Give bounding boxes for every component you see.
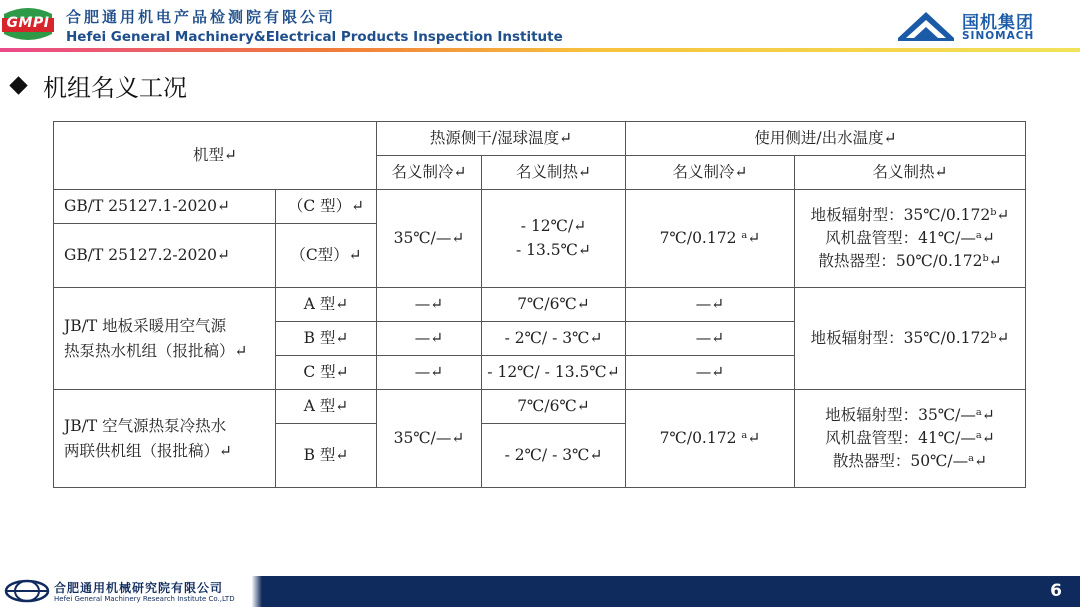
dual-source-cooling: 35℃/—↵	[377, 390, 482, 488]
brand-name-en: SINOMACH	[962, 30, 1035, 42]
floor-c-use-cooling: —↵	[626, 356, 795, 390]
floor-use-heating: 地板辐射型：35℃/0.172ᵇ↵	[795, 288, 1026, 390]
dual-use-heating-line-1: 地板辐射型：35℃/—ᵃ↵	[825, 405, 995, 424]
header-use-cooling: 名义制冷↵	[626, 156, 795, 190]
title-row	[8, 68, 187, 103]
header-source-cooling: 名义制冷↵	[377, 156, 482, 190]
floor-heating-unit-name	[54, 288, 276, 390]
gmri-logo	[4, 579, 50, 603]
dual-type-b: B 型↵	[276, 424, 377, 488]
header-source-heating: 名义制热↵	[482, 156, 626, 190]
page-number: 6	[1050, 581, 1062, 601]
sinomach-logo	[896, 8, 956, 42]
floor-a-use-cooling: —↵	[626, 288, 795, 322]
floor-heating-unit-name-line-1: JB/T 地板采暖用空气源	[64, 317, 227, 336]
table-header-row	[54, 122, 1026, 156]
brand-name-cn: 国机集团	[962, 13, 1034, 33]
floor-type-c: C 型↵	[276, 356, 377, 390]
nominal-conditions-table	[53, 121, 1026, 488]
dual-a-source-heating: 7℃/6℃↵	[482, 390, 626, 424]
gb-use-heating-line-1: 地板辐射型：35℃/0.172ᵇ↵	[810, 205, 1010, 224]
floor-type-a: A 型↵	[276, 288, 377, 322]
gmpi-logo-text: GMPI	[6, 15, 50, 31]
gb-standard-1: GB/T 25127.1-2020↵	[54, 190, 276, 224]
floor-b-source-heating: - 2℃/ - 3℃↵	[482, 322, 626, 356]
gb-source-cooling: 35℃/—↵	[377, 190, 482, 288]
dual-supply-unit-name-line-1: JB/T 空气源热泵冷热水	[64, 417, 227, 436]
dual-use-cooling: 7℃/0.172 ᵃ↵	[626, 390, 795, 488]
gb-standard-1-type: （C 型）↵	[276, 190, 377, 224]
header-source-side: 热源侧干/湿球温度↵	[377, 122, 626, 156]
gb-source-heating	[482, 190, 626, 288]
gb-use-heating-line-2: 风机盘管型：41℃/—ᵃ↵	[825, 228, 995, 247]
floor-c-source-cooling: —↵	[377, 356, 482, 390]
footer	[0, 576, 1080, 607]
gb-standard-2-type: （C型）↵	[276, 224, 377, 288]
slide-title: 机组名义工况	[43, 74, 187, 102]
floor-b-source-cooling: —↵	[377, 322, 482, 356]
header-model: 机型↵	[54, 122, 377, 190]
table-row	[54, 190, 1026, 224]
org-name-cn: 合肥通用机电产品检测院有限公司	[66, 8, 337, 26]
header-use-side: 使用侧进/出水温度↵	[626, 122, 1026, 156]
floor-heating-unit-name-line-2: 热泵热水机组（报批稿）↵	[64, 341, 248, 360]
header	[0, 0, 1080, 52]
floor-a-source-heating: 7℃/6℃↵	[482, 288, 626, 322]
diamond-bullet-icon	[9, 76, 27, 94]
dual-b-source-heating: - 2℃/ - 3℃↵	[482, 424, 626, 488]
gb-use-heating	[795, 190, 1026, 288]
dual-use-heating	[795, 390, 1026, 488]
floor-a-source-cooling: —↵	[377, 288, 482, 322]
gb-standard-2: GB/T 25127.2-2020↵	[54, 224, 276, 288]
header-gradient-bar	[0, 48, 1080, 52]
floor-type-b: B 型↵	[276, 322, 377, 356]
gb-use-heating-line-3: 散热器型：50℃/0.172ᵇ↵	[818, 252, 1002, 271]
footer-org-name-en: Hefei General Machinery Research Institute Co.,LTD	[54, 595, 235, 603]
floor-c-source-heating: - 12℃/ - 13.5℃↵	[482, 356, 626, 390]
org-name-en: Hefei General Machinery&Electrical Products Inspection Institute	[66, 29, 563, 45]
dual-supply-unit-name-line-2: 两联供机组（报批稿）↵	[64, 441, 232, 460]
dual-supply-unit-name	[54, 390, 276, 488]
dual-type-a: A 型↵	[276, 390, 377, 424]
gb-source-heating-line-1: - 12℃/↵	[520, 217, 587, 236]
gb-use-cooling: 7℃/0.172 ᵃ↵	[626, 190, 795, 288]
footer-org-name-cn: 合肥通用机械研究院有限公司	[54, 581, 224, 595]
header-use-heating: 名义制热↵	[795, 156, 1026, 190]
dual-use-heating-line-2: 风机盘管型：41℃/—ᵃ↵	[825, 428, 995, 447]
table-row	[54, 390, 1026, 424]
table-row	[54, 288, 1026, 322]
floor-b-use-cooling: —↵	[626, 322, 795, 356]
footer-band	[262, 576, 1080, 607]
gb-source-heating-line-2: - 13.5℃↵	[515, 240, 591, 259]
dual-use-heating-line-3: 散热器型：50℃/—ᵃ↵	[832, 452, 988, 471]
